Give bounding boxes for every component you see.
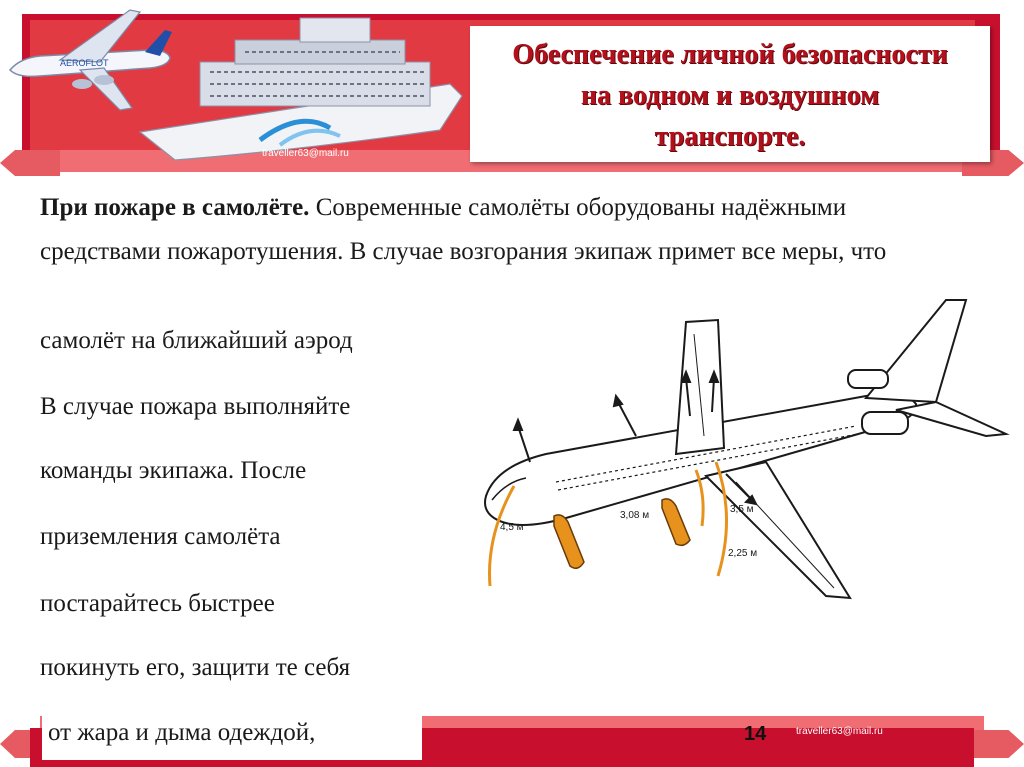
horizontal-stabilizer <box>896 402 1006 436</box>
footer-email: traveller63@mail.ru <box>796 726 883 737</box>
svg-text:AEROFLOT: AEROFLOT <box>60 58 109 68</box>
text-line-6: команды экипажа. После <box>40 457 307 484</box>
title-line-2: на водном и воздушном <box>580 80 880 111</box>
upper-wing <box>676 320 724 454</box>
cruise-ship-icon <box>140 18 462 160</box>
engine-lower <box>862 412 908 434</box>
header-transport-illustration <box>0 0 470 175</box>
engine-upper <box>848 370 888 388</box>
text-line-7: приземления самолёта <box>40 523 281 550</box>
lead-bold: При пожаре в самолёте. <box>40 194 310 221</box>
lead-paragraph <box>40 186 970 274</box>
page-number: 14 <box>744 723 767 745</box>
label-2-25m: 2,25 м <box>728 548 758 559</box>
page-title <box>470 34 990 157</box>
text-line-5: В случае пожара выполняйте <box>40 393 351 420</box>
title-line-1: Обеспечение личной безопасности <box>512 39 948 70</box>
label-3-5m: 3,5 м <box>730 504 754 515</box>
header-email: traveller63@mail.ru <box>262 148 349 159</box>
label-3-08m: 3,08 м <box>620 510 650 521</box>
airplane-evacuation-diagram <box>466 286 1020 616</box>
lead-rest: Современные самолёты оборудованы надёжными средствами пожаротушения. В случае возгорания экипаж примет все меры, что <box>40 194 887 265</box>
text-line-8: постарайтесь быстрее <box>40 590 275 617</box>
jet-icon <box>10 10 172 110</box>
title-box <box>470 26 990 162</box>
text-line-9: покинуть его, защити те себя <box>40 654 351 681</box>
text-line-10: от жара и дыма одеждой, <box>48 719 316 746</box>
label-4-5m: 4,5 м <box>500 522 524 533</box>
text-line-4: самолёт на ближайший аэрод <box>40 327 353 354</box>
title-line-3: транспорте. <box>654 121 806 152</box>
